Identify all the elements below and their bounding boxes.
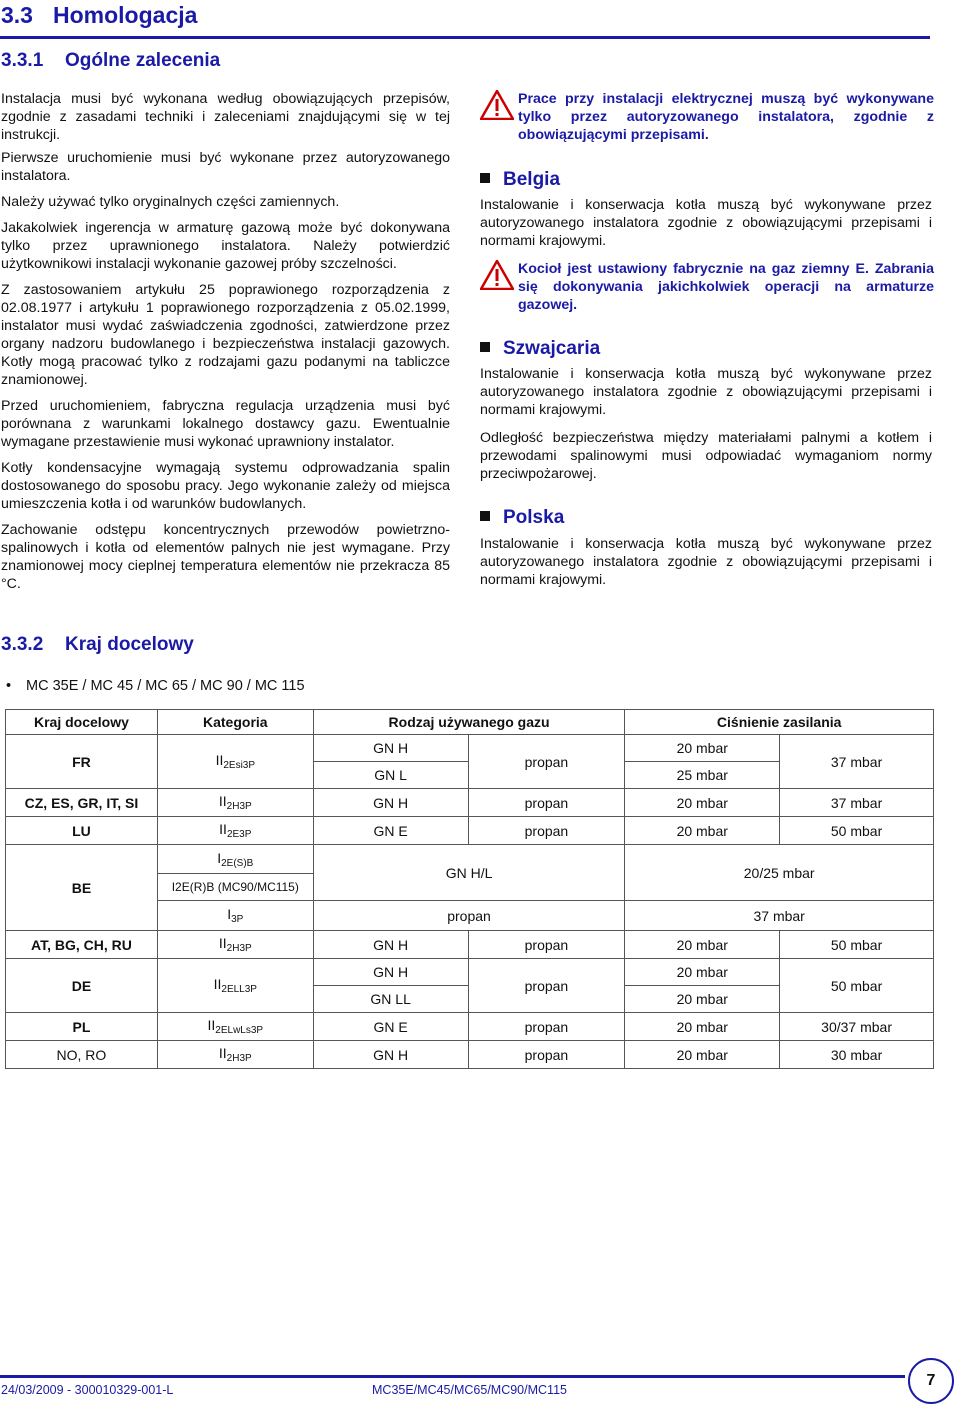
pressure-cell: 20 mbar xyxy=(625,1041,780,1069)
pressure-cell: 37 mbar xyxy=(780,735,934,789)
paragraph: Kotły kondensacyjne wymagają systemu odprowadzania spalin dostosowanego do sposobu pracy. Jego wykonanie zależy od miejsca umieszczenia kotła i od warunków budowlanych. xyxy=(1,460,450,512)
paragraph: Odległość bezpieczeństwa między materiałami palnymi a kotłem i przewodami spalinowymi musi odpowiadać wymaganiom normy przeciwpożarowej. xyxy=(480,430,932,482)
paragraph: Instalowanie i konserwacja kotła muszą być wykonywane przez autoryzowanego instalatora zgodnie z obowiązującymi przepisami i normami krajowymi. xyxy=(480,536,932,588)
subsection-heading-2 xyxy=(1,634,194,656)
pressure-cell: 37 mbar xyxy=(780,789,934,817)
country-heading-szwajcaria xyxy=(480,338,600,360)
gas-cell: GN L xyxy=(313,762,468,789)
category-cell: $II_{2H3P}$ xyxy=(157,1041,313,1069)
country-title: Polska xyxy=(503,507,565,528)
section-number: 3.3 xyxy=(1,2,33,28)
page-number: 7 xyxy=(908,1358,954,1404)
warning-text: Prace przy instalacji elektrycznej muszą być wykonywane tylko przez autoryzowanego instalatora, zgodnie z obowiązującymi przepisami. xyxy=(518,91,934,143)
category-cell: $II_{2H3P}$ xyxy=(157,931,313,959)
section-heading xyxy=(1,2,197,29)
country-cell: DE xyxy=(6,959,158,1013)
pressure-cell: 20 mbar xyxy=(625,817,780,845)
footer-rule xyxy=(0,1375,905,1378)
gas-cell: GN H xyxy=(313,735,468,762)
table-header-row xyxy=(6,710,934,735)
gas-cell: GN LL xyxy=(313,986,468,1013)
pressure-cell: 50 mbar xyxy=(780,959,934,1013)
square-bullet-icon xyxy=(480,173,490,183)
propane-cell: propan xyxy=(468,1013,625,1041)
country-cell: BE xyxy=(6,845,158,931)
section-title: Homologacja xyxy=(53,2,198,28)
propane-cell: propan xyxy=(468,817,625,845)
footer-models: MC35E/MC45/MC65/MC90/MC115 xyxy=(372,1383,567,1397)
gas-cell: GN E xyxy=(313,817,468,845)
table-row xyxy=(6,845,934,874)
gas-cell: GN H xyxy=(313,959,468,986)
subsection-heading-1 xyxy=(1,50,220,72)
pressure-cell: 37 mbar xyxy=(625,901,934,931)
belgia-text xyxy=(480,196,932,258)
category-cell: $II_{2E3P}$ xyxy=(157,817,313,845)
header-cell: Kraj docelowy xyxy=(6,710,158,735)
pressure-cell: 20 mbar xyxy=(625,959,780,986)
paragraph: Instalacja musi być wykonana według obowiązujących przepisów, zgodnie z zasadami techniki i zaleceniami znajdującymi się w tej instrukcji. xyxy=(1,91,450,143)
pressure-cell: 25 mbar xyxy=(625,762,780,789)
country-cell: FR xyxy=(6,735,158,789)
warning-icon xyxy=(480,260,514,295)
warning-text: Kocioł jest ustawiony fabrycznie na gaz ziemny E. Zabrania się dokonywania jakichkolwiek operacji na armaturze gazowej. xyxy=(518,261,934,313)
country-cell: PL xyxy=(6,1013,158,1041)
propane-cell: propan xyxy=(313,901,625,931)
country-heading-belgia xyxy=(480,169,560,191)
gas-cell: GN H xyxy=(313,1041,468,1069)
pressure-cell: 20 mbar xyxy=(625,931,780,959)
pressure-cell: 30 mbar xyxy=(780,1041,934,1069)
paragraph: Z zastosowaniem artykułu 25 poprawionego rozporządzenia z 02.08.1977 i artykułu 1 poprawionego rozporządzenia z 05.02.1999, instalator musi wydać zaświadczenia zgodności, zatwierdzone przez organy nadzoru budowlanego i bezpieczeństwa instalacji gazowych. Kotły mogą pracować tylko z rodzajami gazu podanymi na tabliczce znamionowej. xyxy=(1,282,450,388)
footer-doc-ref: 24/03/2009 - 300010329-001-L xyxy=(1,1383,174,1397)
pressure-cell: 20 mbar xyxy=(625,1013,780,1041)
table-row xyxy=(6,817,934,845)
subsection-title: Ogólne zalecenia xyxy=(65,50,221,71)
category-cell: $I_{2E(S)B}$ xyxy=(157,845,313,874)
left-column xyxy=(1,90,450,601)
pressure-cell: 20/25 mbar xyxy=(625,845,934,901)
pressure-cell: 20 mbar xyxy=(625,986,780,1013)
paragraph: Przed uruchomieniem, fabryczna regulacja urządzenia musi być porównana z warunkami lokalnego dostawcy gazu. Ewentualnie wymagane przestawienie musi wykonać uprawniony instalator. xyxy=(1,398,450,450)
bullet-dot-icon: • xyxy=(6,678,12,694)
table-row xyxy=(6,1041,934,1069)
table-row xyxy=(6,959,934,986)
paragraph: Pierwsze uruchomienie musi być wykonane przez autoryzowanego instalatora. xyxy=(1,150,450,184)
table-row xyxy=(6,931,934,959)
country-table xyxy=(5,709,934,1069)
country-heading-polska xyxy=(480,507,564,529)
pressure-cell: 20 mbar xyxy=(625,789,780,817)
warning-electrical xyxy=(480,90,934,144)
pressure-cell: 20 mbar xyxy=(625,735,780,762)
table-row xyxy=(6,1013,934,1041)
category-cell: I2E(R)B (MC90/MC115) xyxy=(157,874,313,901)
models-bullet xyxy=(6,678,305,694)
paragraph: Zachowanie odstępu koncentrycznych przewodów powietrzno-spalinowych i kotła od elementów palnych nie jest wymagane. Przy znamionowej mocy cieplnej temperatura elementów nie przekracza 85 °C. xyxy=(1,522,450,592)
square-bullet-icon xyxy=(480,511,490,521)
pressure-cell: 50 mbar xyxy=(780,817,934,845)
paragraph: Należy używać tylko oryginalnych części zamiennych. xyxy=(1,194,340,210)
paragraph: Jakakolwiek ingerencja w armaturę gazową może być dokonywana tylko przez uprawnionego instalatora. Należy potwierdzić użytkownikowi instalacji wykonanie gazowej próby szczelności. xyxy=(1,220,450,272)
subsection-number: 3.3.1 xyxy=(1,50,44,71)
pressure-cell: 50 mbar xyxy=(780,931,934,959)
header-cell: Rodzaj używanego gazu xyxy=(313,710,625,735)
gas-cell: GN H xyxy=(313,789,468,817)
gas-cell: GN H/L xyxy=(313,845,625,901)
propane-cell: propan xyxy=(468,931,625,959)
gas-cell: GN E xyxy=(313,1013,468,1041)
polska-text xyxy=(480,535,932,597)
propane-cell: propan xyxy=(468,959,625,1013)
category-cell: $II_{2H3P}$ xyxy=(157,789,313,817)
country-cell: CZ, ES, GR, IT, SI xyxy=(6,789,158,817)
propane-cell: propan xyxy=(468,789,625,817)
country-title: Szwajcaria xyxy=(503,338,601,359)
category-cell: $I_{3P}$ xyxy=(157,901,313,931)
szwajcaria-text xyxy=(480,365,932,491)
header-cell: Kategoria xyxy=(157,710,313,735)
paragraph: Instalowanie i konserwacja kotła muszą być wykonywane przez autoryzowanego instalatora zgodnie z obowiązującymi przepisami i normami krajowymi. xyxy=(480,366,932,418)
category-cell: $II_{2Esi3P}$ xyxy=(157,735,313,789)
subsection-number: 3.3.2 xyxy=(1,634,44,655)
country-cell: AT, BG, CH, RU xyxy=(6,931,158,959)
square-bullet-icon xyxy=(480,342,490,352)
gas-cell: GN H xyxy=(313,931,468,959)
country-cell: NO, RO xyxy=(6,1041,158,1069)
subsection-title: Kraj docelowy xyxy=(65,634,194,655)
warning-belgia xyxy=(480,260,934,314)
country-cell: LU xyxy=(6,817,158,845)
propane-cell: propan xyxy=(468,735,625,789)
heading-rule xyxy=(0,36,930,39)
table-row xyxy=(6,789,934,817)
pressure-cell: 30/37 mbar xyxy=(780,1013,934,1041)
paragraph: Instalowanie i konserwacja kotła muszą być wykonywane przez autoryzowanego instalatora zgodnie z obowiązującymi przepisami i normami krajowymi. xyxy=(480,197,932,249)
table-row xyxy=(6,735,934,762)
category-cell: $II_{2ELL3P}$ xyxy=(157,959,313,1013)
models-text: MC 35E / MC 45 / MC 65 / MC 90 / MC 115 xyxy=(26,678,305,694)
header-cell: Ciśnienie zasilania xyxy=(625,710,934,735)
category-cell: $II_{2ELwLs3P}$ xyxy=(157,1013,313,1041)
warning-icon xyxy=(480,90,514,125)
propane-cell: propan xyxy=(468,1041,625,1069)
country-title: Belgia xyxy=(503,169,561,190)
